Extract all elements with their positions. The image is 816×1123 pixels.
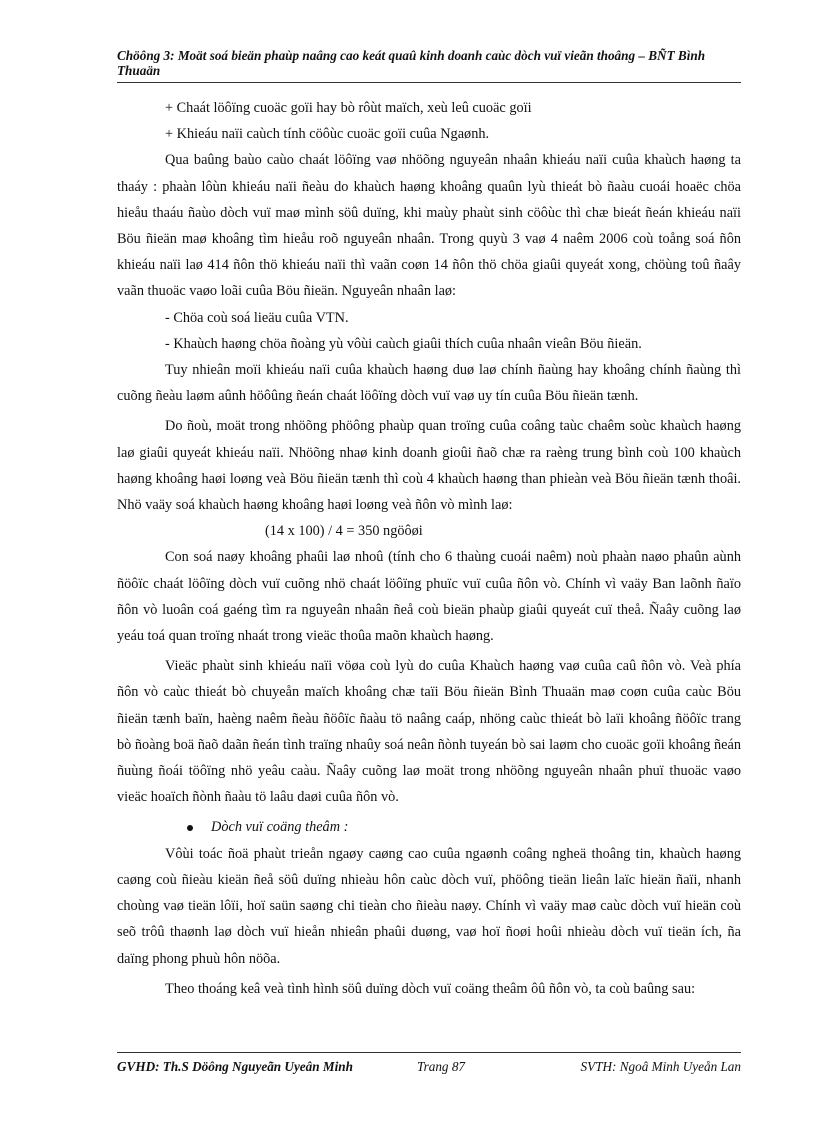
plus-item: + Khieáu naïi caùch tính cöôùc cuoäc goïi cuûa Ngaønh. xyxy=(165,126,490,143)
paragraph: Tuy nhieân moïi khieáu naïi cuûa khaùch haøng duø laø chính ñaùng hay khoâng chính ñaùng thì cuõng ñeàu laøm aûnh höôûng ñeán chaát löôïng dòch vuï vaø uy tín cuûa Böu ñieän tænh. xyxy=(117,362,741,405)
bullet-heading xyxy=(117,814,741,840)
page-header xyxy=(117,48,741,83)
bullet-icon xyxy=(187,825,193,831)
dash-item: - Khaùch haøng chöa ñoàng yù vôùi caùch giaûi thích cuûa nhaân vieân Böu ñieän. xyxy=(165,335,642,352)
page-footer xyxy=(117,1052,741,1075)
student-name: SVTH: Ngoâ Minh Uyeån Lan xyxy=(580,1059,741,1074)
paragraph: Con soá naøy khoâng phaûi laø nhoû (tính cho 6 thaùng cuoái naêm) noù phaàn naøo phaûn aùnh ñöôïc chaát löôïng dòch vuï cuõng nhö chaát löôïng phuïc vuï cuûa ñôn vò. Chính vì vaäy Ban laõnh ñaïo ñôn vò luoân coá gaéng tìm ra nguyeân nhaân ñeå coù bieän phaùp giaûi quyeát cuï theå. Ñaây cuõng laø yeáu toá quan troïng nhaát trong vieäc thoûa maõn khaùch haøng. xyxy=(117,549,741,645)
paragraph: Vôùi toác ñoä phaùt trieån ngaøy caøng cao cuûa ngaønh coâng ngheä thoâng tin, khaùch haøng caøng coù ñieàu kieän ñeå söû duïng nhieàu hôn caùc dòch vuï, phöông tieän lieân laïc hieän ñaïi, nhanh choùng vaø tieän lôïi, hoï saün saøng chi tieàn cho ñieàu naøy. Chính vì vaäy maø caùc dòch vuï hieän coù seõ trôû thaønh laø dòch vuï hieån nhieân phaûi duøng, vaø hoï ñoøi hoûi nhieàu dòch vuï tieän ích, ña daïng phong phuù hôn nöõa. xyxy=(117,845,741,967)
bullet-heading-text: Dòch vuï coäng theâm : xyxy=(211,819,349,836)
advisor-name: GVHD: Th.S Döông Nguyeãn Uyeân Minh xyxy=(117,1059,353,1074)
dash-item: - Chöa coù soá lieäu cuûa VTN. xyxy=(165,309,349,326)
paragraph: Theo thoáng keâ veà tình hình söû duïng dòch vuï coäng theâm ôû ñôn vò, ta coù baûng sau: xyxy=(165,980,696,997)
page-number: Trang 87 xyxy=(417,1059,466,1074)
paragraph: Vieäc phaùt sinh khieáu naïi vöøa coù lyù do cuûa Khaùch haøng vaø cuûa caû ñôn vò. Veà phía ñôn vò caùc thieát bò chuyeån maïch khoâng chæ taïi Böu ñieän Bình Thuaän maø coøn cuûa caùc Böu ñieän tænh baïn, haèng naêm ñeàu ñöôïc ñaàu tö naâng caáp, nhöng caùc thieát bò laïi khoâng ñöôïc trang bò ñoàng boä ñaõ daãn ñeán tình traïng nhaûy soá neân ñònh tuyeán bò sai laøm cho cuoäc goïi khoâng ñeán ñuùng ñoái töôïng nhö yeâu caàu. Ñaây cuõng laø moät trong nhöõng nguyeân nhaân phuï thuoäc vaøo vieäc hoaïch ñònh ñaàu tö laâu daøi cuûa ñôn vò. xyxy=(117,658,741,806)
chapter-title: Chöông 3: Moät soá bieän phaùp naâng cao keát quaû kinh doanh caùc dòch vuï vieãn thoâng – BÑT Bình Thuaän xyxy=(117,48,706,78)
paragraph: Do ñoù, moät trong nhöõng phöông phaùp quan troïng cuûa coâng taùc chaêm soùc khaùch haøng laø giaûi quyeát khieáu naïi. Nhöõng nhaø kinh doanh gioûi ñaõ chæ ra raèng trung bình coù 100 khaùch haøng khoâng haøi loøng veà Böu ñieän tænh thì coù 4 khaùch haøng than phieàn veà Böu ñieän tænh thoâi. Nhö vaäy soá khaùch haøng khoâng haøi loøng veà ñôn vò mình laø: xyxy=(117,418,741,514)
plus-item: + Chaát löôïng cuoäc goïi hay bò rôùt maïch, xeù leû cuoäc goïi xyxy=(165,100,532,116)
paragraph: Qua baûng baùo caùo chaát löôïng vaø nhöõng nguyeân nhaân khieáu naïi cuûa khaùch haøng ta thaáy : phaàn lôùn khieáu naïi ñeàu do khaùch haøng khoâng quaûn lyù thieát bò ñaàu cuoái hoaëc chöa hieåu thaáu ñaùo dòch vuï maø mình söû duïng, khi maùy phaùt sinh cöôùc thì chæ bieát ñeán khieáu naïi Böu ñieän maø khoâng tìm hieåu roõ nguyeân nhaân. Trong quyù 3 vaø 4 naêm 2006 coù toång soá ñôn khieáu naïi laø 414 ñôn thö khieáu naïi thì vaãn coøn 14 ñôn thö chöa giaûi quyeát xong, chöùng toû ñaây vaãn thuoäc vaøo loãi cuûa Böu ñieän. Nguyeân nhaân laø: xyxy=(117,152,741,300)
document-body xyxy=(117,95,741,1002)
formula: (14 x 100) / 4 = 350 ngöôøi xyxy=(265,523,423,540)
